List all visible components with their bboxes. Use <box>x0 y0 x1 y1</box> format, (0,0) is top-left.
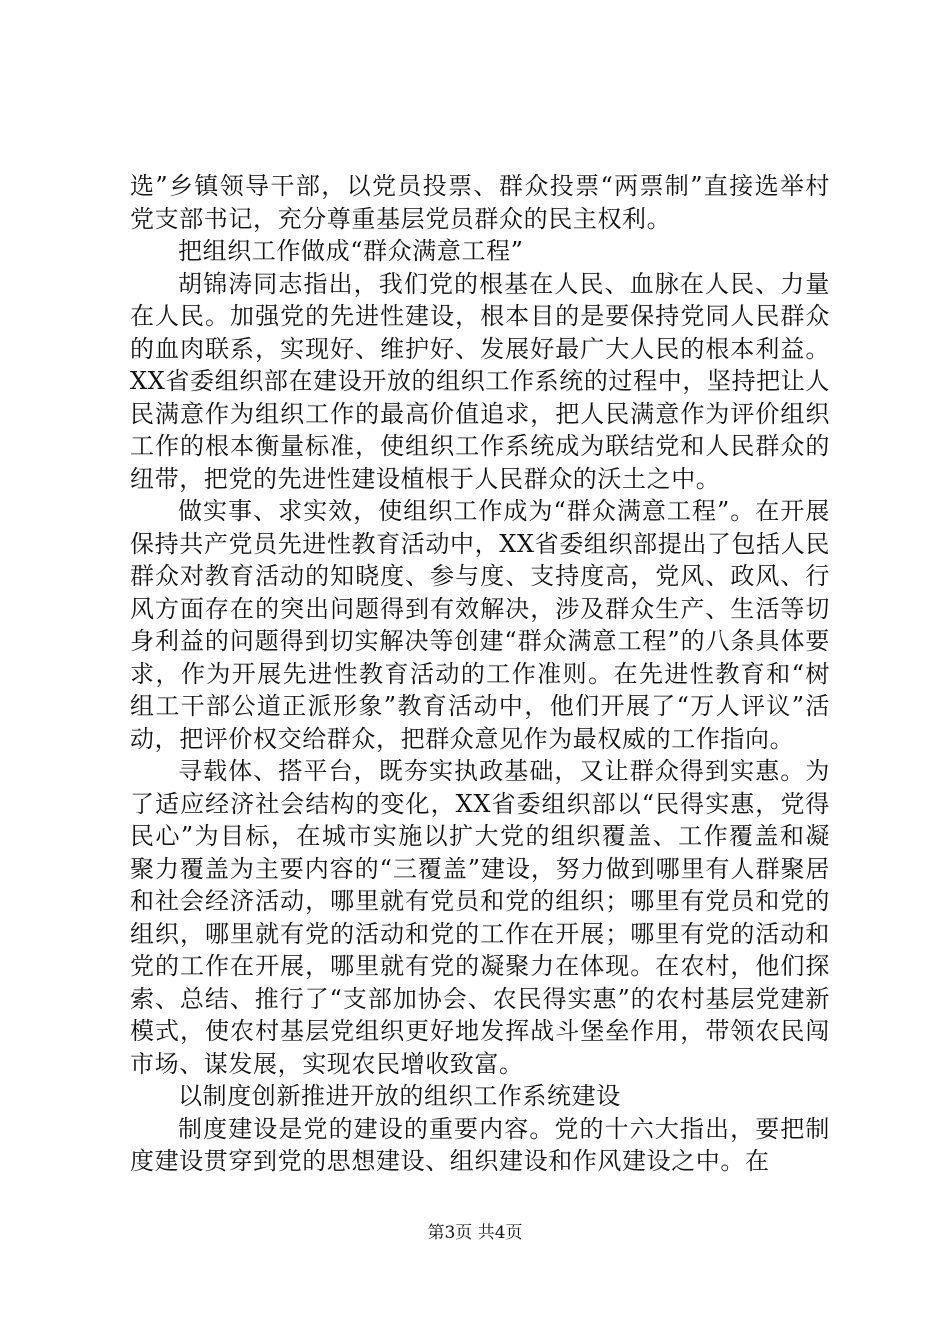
paragraph-body: 做实事、求实效，使组织工作成为“群众满意工程”。在开展保持共产党员先进性教育活动中，XX省委组织部提出了包括人民群众对教育活动的知晓度、参与度、支持度高，党风、政风、行风方面存在的突出问题得到有效解决，涉及群众生产、生活等切身利益的问题得到切实解决等创建“群众满意工程”的八条具体要求，作为开展先进性教育活动的工作准则。在先进性教育和“树组工干部公道正派形象”教育活动中，他们开展了“万人评议”活动，把评价权交给群众，把群众意见作为最权威的工作指向。 <box>130 497 830 753</box>
section-heading-mass-satisfaction: 把组织工作做成“群众满意工程” <box>178 237 524 265</box>
section-heading-institutional-innovation: 以制度创新推进开放的组织工作系统建设 <box>178 1082 621 1110</box>
paragraph-body: 制度建设是党的建设的重要内容。党的十六大指出，要把制度建设贯穿到党的思想建设、组织建设和作风建设之中。在 <box>130 1114 830 1175</box>
paragraph-body: 胡锦涛同志指出，我们党的根基在人民、血脉在人民、力量在人民。加强党的先进性建设，根本目的是要保持党同人民群众的血肉联系，实现好、维护好、发展好最广大人民的根本利益。XX省委组织部在建设开放的组织工作系统的过程中，坚持把让人民满意作为组织工作的最高价值追求，把人民满意作为评价组织工作的根本衡量标准，使组织工作系统成为联结党和人民群众的纽带，把党的先进性建设植根于人民群众的沃土之中。 <box>130 269 830 493</box>
paragraph-continuation: 选”乡镇领导干部，以党员投票、群众投票“两票制”直接选举村党支部书记，充分尊重基层党员群众的民主权利。 <box>130 172 830 233</box>
page-number-footer: 第3页 共4页 <box>427 1223 523 1243</box>
document-body <box>130 170 830 1178</box>
paragraph-body: 寻载体、搭平台，既夯实执政基础，又让群众得到实惠。为了适应经济社会结构的变化，XX省委组织部以“民得实惠，党得民心”为目标，在城市实施以扩大党的组织覆盖、工作覆盖和凝聚力覆盖为主要内容的“三覆盖”建设，努力做到哪里有人群聚居和社会经济活动，哪里就有党员和党的组织；哪里有党员和党的组织，哪里就有党的活动和党的工作在开展；哪里有党的活动和党的工作在开展，哪里就有党的凝聚力在体现。在农村，他们探索、总结、推行了“支部加协会、农民得实惠”的农村基层党建新模式，使农村基层党组织更好地发挥战斗堡垒作用，带领农民闯市场、谋发展，实现农民增收致富。 <box>130 757 830 1078</box>
